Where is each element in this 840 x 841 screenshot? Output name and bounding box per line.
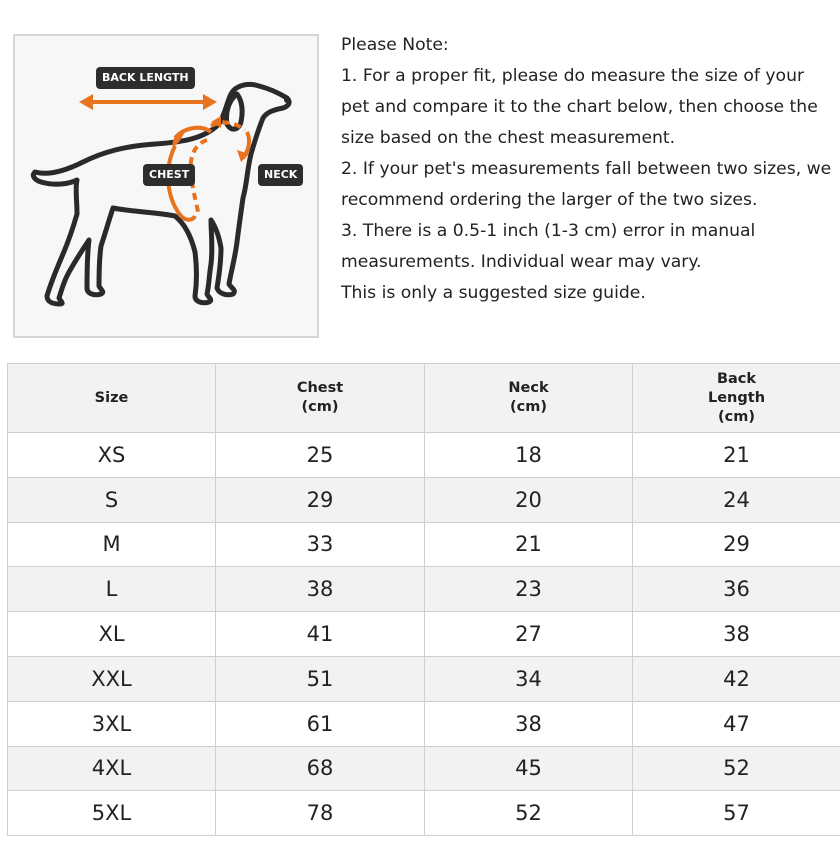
size-cell: L [8, 567, 216, 612]
header-text: Back [716, 370, 757, 387]
back-length-cell: 42 [633, 656, 840, 701]
size-cell: XXL [8, 656, 216, 701]
neck-cell: 23 [425, 567, 633, 612]
table-row [8, 522, 840, 567]
chest-cell: 68 [216, 746, 425, 791]
table-row [8, 477, 840, 522]
size-cell: XS [8, 433, 216, 478]
neck-cell: 38 [425, 701, 633, 746]
header-text: Neck [508, 380, 549, 396]
back-length-cell: 38 [633, 612, 840, 657]
chest-cell: 51 [216, 656, 425, 701]
header-chest [216, 364, 425, 433]
notes-footer: This is only a suggested size guide. [341, 283, 646, 303]
table-row [8, 791, 840, 836]
table-row [8, 701, 840, 746]
note-item: 1. For a proper fit, please do measure the size of your pet and compare it to the chart below, then choose the size based on the chest measurement. [341, 66, 818, 148]
header-text: Size [94, 389, 129, 406]
notes-heading: Please Note: [341, 35, 449, 55]
size-cell: M [8, 522, 216, 567]
neck-cell: 45 [425, 746, 633, 791]
table-header-row [8, 364, 840, 433]
chest-cell: 38 [216, 567, 425, 612]
header-unit: (cm) [510, 399, 547, 415]
back-length-cell: 47 [633, 701, 840, 746]
table-body [8, 433, 840, 836]
chest-cell: 78 [216, 791, 425, 836]
table-row [8, 567, 840, 612]
back-length-cell: 57 [633, 791, 840, 836]
dog-measurement-diagram [13, 34, 319, 338]
back-length-cell: 24 [633, 477, 840, 522]
header-size [8, 364, 216, 433]
neck-cell: 20 [425, 477, 633, 522]
back-length-cell: 36 [633, 567, 840, 612]
back-length-cell: 52 [633, 746, 840, 791]
note-item: 2. If your pet's measurements fall between two sizes, we recommend ordering the larger of the two sizes. [341, 159, 832, 210]
size-cell: 4XL [8, 746, 216, 791]
back-length-cell: 29 [633, 522, 840, 567]
table-row [8, 746, 840, 791]
table-row [8, 433, 840, 478]
header-neck [425, 364, 633, 433]
header-back-length [633, 364, 840, 433]
table-row [8, 612, 840, 657]
table-row [8, 656, 840, 701]
chest-cell: 25 [216, 433, 425, 478]
chest-cell: 33 [216, 522, 425, 567]
size-cell: XL [8, 612, 216, 657]
back-length-cell: 21 [633, 433, 840, 478]
chest-label: CHEST [143, 164, 195, 186]
note-item: 3. There is a 0.5-1 inch (1-3 cm) error in manual measurements. Individual wear may vary. [341, 221, 756, 272]
header-unit: (cm) [301, 399, 339, 415]
size-cell: S [8, 477, 216, 522]
size-chart [7, 363, 840, 835]
chest-cell: 29 [216, 477, 425, 522]
header-text: Chest [296, 380, 344, 396]
chest-cell: 41 [216, 612, 425, 657]
header-text: Length [707, 389, 766, 406]
header-unit: (cm) [718, 408, 755, 425]
size-table [7, 363, 840, 836]
neck-cell: 18 [425, 433, 633, 478]
size-cell: 5XL [8, 791, 216, 836]
size-cell: 3XL [8, 701, 216, 746]
neck-label: NECK [258, 164, 303, 186]
size-notes [341, 30, 836, 309]
neck-cell: 34 [425, 656, 633, 701]
neck-cell: 52 [425, 791, 633, 836]
neck-cell: 21 [425, 522, 633, 567]
back-length-label: BACK LENGTH [96, 67, 195, 89]
neck-cell: 27 [425, 612, 633, 657]
chest-cell: 61 [216, 701, 425, 746]
